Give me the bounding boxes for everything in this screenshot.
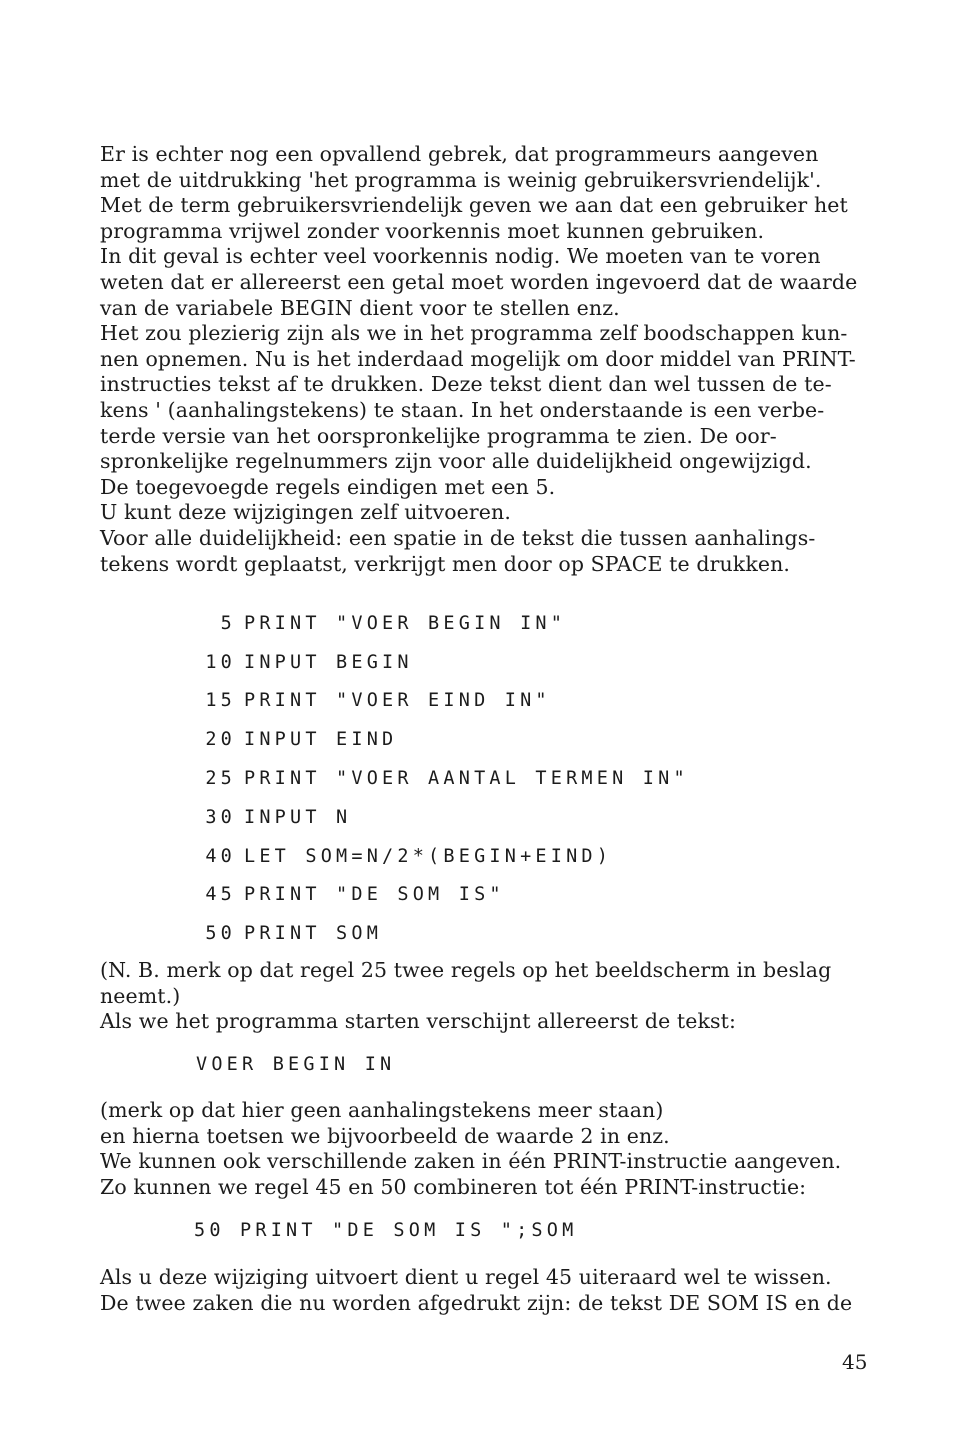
text-line: Met de term gebruikersvriendelijk geven we aan dat een gebruiker het [100,193,848,218]
line-number: 20 [205,729,236,751]
text-line: instructies tekst af te drukken. Deze tekst dient dan wel tussen de te- [100,372,832,397]
line-number: 25 [205,768,236,790]
explanation-paragraph [100,1098,915,1200]
text-line: Zo kunnen we regel 45 en 50 combineren tot één PRINT-instructie: [100,1174,807,1199]
code-statement: PRINT "VOER AANTAL TERMEN IN" [244,768,689,790]
text-line: Als u deze wijziging uitvoert dient u regel 45 uiteraard wel te wissen. [100,1265,832,1289]
code-line [196,720,689,759]
code-line [196,798,689,837]
code-statement: INPUT EIND [244,729,398,751]
code-statement: PRINT "VOER BEGIN IN" [244,612,567,634]
code-statement: LET SOM=N/2*(BEGIN+EIND) [244,845,613,867]
text-line: tekens wordt geplaatst, verkrijgt men door op SPACE te drukken. [100,551,790,576]
output-sample: VOER BEGIN IN [196,1054,396,1075]
text-line: Voor alle duidelijkheid: een spatie in de tekst die tussen aanhalings- [100,525,816,550]
line-number: 40 [205,845,236,867]
text-line: Er is echter nog een opvallend gebrek, dat programmeurs aangeven [100,142,819,166]
text-line: weten dat er allereerst een getal moet worden ingevoerd dat de waarde [100,269,858,294]
text-line: U kunt deze wijzigingen zelf uitvoeren. [100,500,511,525]
program-listing [196,604,689,953]
code-line [196,604,689,643]
code-statement: PRINT "DE SOM IS" [244,884,505,906]
code-line [196,837,689,876]
text-line: Het zou plezierig zijn als we in het programma zelf boodschappen kun- [100,321,848,346]
code-statement: INPUT BEGIN [244,651,413,673]
code-line [196,682,689,721]
line-number: 30 [205,806,236,828]
text-line: (N. B. merk op dat regel 25 twee regels op het beeldscherm in beslag [100,958,832,982]
text-line: en hierna toetsen we bijvoorbeeld de waarde 2 in enz. [100,1123,670,1148]
text-line: van de variabele BEGIN dient voor te stellen enz. [100,295,620,320]
final-paragraph [100,1265,915,1316]
code-line [196,643,689,682]
line-number: 45 [205,884,236,906]
text-line: In dit geval is echter veel voorkennis nodig. We moeten van te voren [100,244,821,269]
code-line [196,914,689,953]
code-line [196,876,689,915]
page-number: 45 [842,1350,868,1374]
text-line: terde versie van het oorspronkelijke programma te zien. De oor- [100,423,777,448]
combined-code-line: 50 PRINT "DE SOM IS ";SOM [194,1220,578,1241]
text-line: De toegevoegde regels eindigen met een 5. [100,474,556,499]
text-line: nen opnemen. Nu is het inderdaad mogelijk om door middel van PRINT- [100,346,856,371]
line-number: 10 [205,651,236,673]
code-statement: INPUT N [244,806,352,828]
text-line: De twee zaken die nu worden afgedrukt zijn: de tekst DE SOM IS en de [100,1290,853,1315]
text-line: We kunnen ook verschillende zaken in één PRINT-instructie aangeven. [100,1149,842,1174]
line-number: 50 [205,923,236,945]
text-line: kens ' (aanhalingstekens) te staan. In het onderstaande is een verbe- [100,397,825,422]
code-statement: PRINT "VOER EIND IN" [244,690,551,712]
text-line: spronkelijke regelnummers zijn voor alle duidelijkheid ongewijzigd. [100,449,812,474]
line-number: 15 [205,690,236,712]
code-statement: PRINT SOM [244,923,383,945]
intro-paragraph [100,142,915,577]
text-line: Als we het programma starten verschijnt allereerst de tekst: [100,1009,736,1034]
text-line: (merk op dat hier geen aanhalingstekens meer staan) [100,1098,664,1122]
line-number: 5 [220,612,236,634]
text-line: neemt.) [100,983,181,1008]
text-line: met de uitdrukking 'het programma is weinig gebruikersvriendelijk'. [100,167,822,192]
code-line [196,759,689,798]
text-line: programma vrijwel zonder voorkennis moet kunnen gebruiken. [100,218,765,243]
note-paragraph [100,958,915,1035]
